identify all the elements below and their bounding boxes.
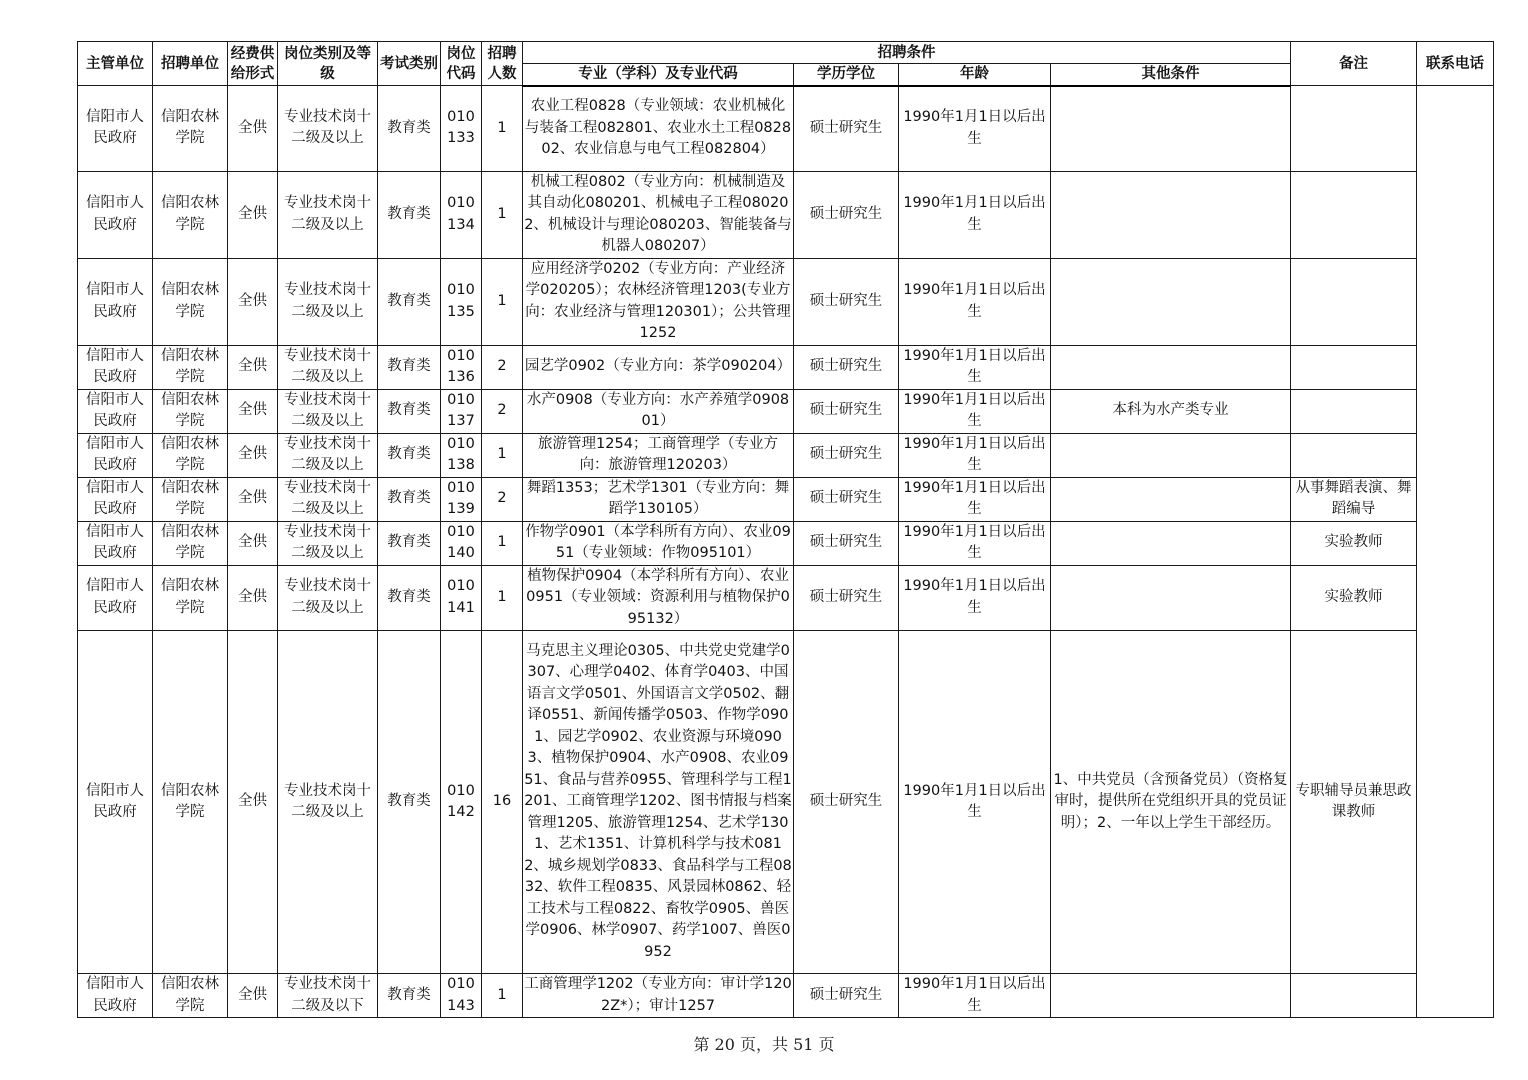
cell-employer: 信阳农林学院 <box>153 974 228 1018</box>
cell-exam-type: 教育类 <box>378 345 441 389</box>
cell-age: 1990年1月1日以后出生 <box>899 345 1051 389</box>
cell-exam-type: 教育类 <box>378 631 441 974</box>
cell-other <box>1051 258 1291 345</box>
cell-employer: 信阳农林学院 <box>153 631 228 974</box>
table-row <box>78 389 1494 433</box>
cell-degree: 硕士研究生 <box>794 389 899 433</box>
cell-employer: 信阳农林学院 <box>153 433 228 477</box>
cell-count: 1 <box>482 86 523 172</box>
cell-code: 010143 <box>441 974 482 1018</box>
cell-degree: 硕士研究生 <box>794 974 899 1018</box>
table-row <box>78 433 1494 477</box>
cell-supervisor: 信阳市人民政府 <box>78 86 153 172</box>
table-row <box>78 345 1494 389</box>
cell-code: 010137 <box>441 389 482 433</box>
cell-count: 1 <box>482 565 523 631</box>
cell-major: 舞蹈1353；艺术学1301（专业方向：舞蹈学130105） <box>523 477 794 521</box>
cell-funding: 全供 <box>228 477 278 521</box>
cell-exam-type: 教育类 <box>378 477 441 521</box>
cell-age: 1990年1月1日以后出生 <box>899 521 1051 565</box>
cell-age: 1990年1月1日以后出生 <box>899 389 1051 433</box>
cell-code: 010140 <box>441 521 482 565</box>
header-post-code: 岗位代码 <box>441 42 482 86</box>
cell-funding: 全供 <box>228 171 278 258</box>
cell-code: 010142 <box>441 631 482 974</box>
cell-count: 2 <box>482 345 523 389</box>
cell-remark <box>1291 345 1417 389</box>
table-row <box>78 631 1494 974</box>
cell-post-type: 专业技术岗十二级及以上 <box>278 521 378 565</box>
cell-code: 010139 <box>441 477 482 521</box>
cell-code: 010136 <box>441 345 482 389</box>
cell-supervisor: 信阳市人民政府 <box>78 433 153 477</box>
cell-post-type: 专业技术岗十二级及以上 <box>278 171 378 258</box>
header-funding: 经费供给形式 <box>228 42 278 86</box>
cell-employer: 信阳农林学院 <box>153 389 228 433</box>
cell-degree: 硕士研究生 <box>794 631 899 974</box>
cell-count: 1 <box>482 433 523 477</box>
cell-funding: 全供 <box>228 974 278 1018</box>
cell-supervisor: 信阳市人民政府 <box>78 345 153 389</box>
cell-other: 本科为水产类专业 <box>1051 389 1291 433</box>
cell-count: 1 <box>482 974 523 1018</box>
table-row <box>78 974 1494 1018</box>
cell-degree: 硕士研究生 <box>794 565 899 631</box>
table-row <box>78 258 1494 345</box>
cell-age: 1990年1月1日以后出生 <box>899 171 1051 258</box>
cell-count: 1 <box>482 258 523 345</box>
cell-supervisor: 信阳市人民政府 <box>78 565 153 631</box>
cell-remark: 从事舞蹈表演、舞蹈编导 <box>1291 477 1417 521</box>
cell-degree: 硕士研究生 <box>794 345 899 389</box>
cell-remark <box>1291 258 1417 345</box>
cell-post-type: 专业技术岗十二级及以上 <box>278 433 378 477</box>
page-footer <box>0 1032 1528 1055</box>
cell-age: 1990年1月1日以后出生 <box>899 631 1051 974</box>
table-row <box>78 477 1494 521</box>
cell-post-type: 专业技术岗十二级及以上 <box>278 565 378 631</box>
cell-count: 2 <box>482 389 523 433</box>
cell-other: 1、中共党员（含预备党员）（资格复审时，提供所在党组织开具的党员证明）；2、一年以上学生干部经历。 <box>1051 631 1291 974</box>
cell-funding: 全供 <box>228 345 278 389</box>
cell-degree: 硕士研究生 <box>794 477 899 521</box>
cell-code: 010134 <box>441 171 482 258</box>
cell-supervisor: 信阳市人民政府 <box>78 521 153 565</box>
cell-post-type: 专业技术岗十二级及以下 <box>278 974 378 1018</box>
header-exam-type: 考试类别 <box>378 42 441 86</box>
cell-other <box>1051 565 1291 631</box>
table-row <box>78 521 1494 565</box>
cell-exam-type: 教育类 <box>378 433 441 477</box>
cell-degree: 硕士研究生 <box>794 258 899 345</box>
header-major: 专业（学科）及专业代码 <box>523 64 794 86</box>
cell-employer: 信阳农林学院 <box>153 477 228 521</box>
cell-major: 应用经济学0202（专业方向：产业经济学020205）；农林经济管理1203(专业方向：农业经济与管理120301）；公共管理1252 <box>523 258 794 345</box>
cell-remark: 专职辅导员兼思政课教师 <box>1291 631 1417 974</box>
cell-code: 010135 <box>441 258 482 345</box>
cell-exam-type: 教育类 <box>378 521 441 565</box>
cell-other <box>1051 521 1291 565</box>
cell-exam-type: 教育类 <box>378 565 441 631</box>
cell-employer: 信阳农林学院 <box>153 565 228 631</box>
cell-remark <box>1291 433 1417 477</box>
cell-exam-type: 教育类 <box>378 258 441 345</box>
cell-major: 机械工程0802（专业方向：机械制造及其自动化080201、机械电子工程080202、机械设计与理论080203、智能装备与机器人080207） <box>523 171 794 258</box>
cell-post-type: 专业技术岗十二级及以上 <box>278 86 378 172</box>
cell-code: 010141 <box>441 565 482 631</box>
header-other: 其他条件 <box>1051 64 1291 86</box>
cell-other <box>1051 86 1291 172</box>
cell-post-type: 专业技术岗十二级及以上 <box>278 631 378 974</box>
cell-major: 旅游管理1254；工商管理学（专业方向：旅游管理120203） <box>523 433 794 477</box>
cell-remark: 实验教师 <box>1291 565 1417 631</box>
cell-supervisor: 信阳市人民政府 <box>78 477 153 521</box>
cell-remark <box>1291 86 1417 172</box>
table-body <box>78 86 1494 1018</box>
cell-major: 作物学0901（本学科所有方向）、农业0951（专业领域：作物095101） <box>523 521 794 565</box>
cell-exam-type: 教育类 <box>378 974 441 1018</box>
cell-other <box>1051 974 1291 1018</box>
cell-employer: 信阳农林学院 <box>153 345 228 389</box>
header-phone: 联系电话 <box>1417 42 1494 86</box>
cell-major: 水产0908（专业方向：水产养殖学090801） <box>523 389 794 433</box>
cell-other <box>1051 171 1291 258</box>
header-age: 年龄 <box>899 64 1051 86</box>
cell-funding: 全供 <box>228 631 278 974</box>
cell-age: 1990年1月1日以后出生 <box>899 477 1051 521</box>
cell-exam-type: 教育类 <box>378 171 441 258</box>
cell-count: 16 <box>482 631 523 974</box>
recruitment-table <box>77 41 1494 1018</box>
cell-age: 1990年1月1日以后出生 <box>899 86 1051 172</box>
cell-major: 农业工程0828（专业领域：农业机械化与装备工程082801、农业水土工程082802、农业信息与电气工程082804） <box>523 86 794 172</box>
cell-post-type: 专业技术岗十二级及以上 <box>278 477 378 521</box>
cell-major: 植物保护0904（本学科所有方向）、农业0951（专业领域：资源利用与植物保护095132） <box>523 565 794 631</box>
cell-phone <box>1417 86 1494 1018</box>
cell-exam-type: 教育类 <box>378 389 441 433</box>
cell-employer: 信阳农林学院 <box>153 521 228 565</box>
cell-employer: 信阳农林学院 <box>153 258 228 345</box>
header-supervisor: 主管单位 <box>78 42 153 86</box>
cell-age: 1990年1月1日以后出生 <box>899 433 1051 477</box>
cell-post-type: 专业技术岗十二级及以上 <box>278 389 378 433</box>
cell-code: 010138 <box>441 433 482 477</box>
header-conditions: 招聘条件 <box>523 42 1291 64</box>
header-remark: 备注 <box>1291 42 1417 86</box>
cell-age: 1990年1月1日以后出生 <box>899 565 1051 631</box>
header-post-type: 岗位类别及等级 <box>278 42 378 86</box>
cell-major: 工商管理学1202（专业方向：审计学1202Z*）；审计1257 <box>523 974 794 1018</box>
cell-post-type: 专业技术岗十二级及以上 <box>278 258 378 345</box>
cell-post-type: 专业技术岗十二级及以上 <box>278 345 378 389</box>
cell-funding: 全供 <box>228 565 278 631</box>
cell-count: 1 <box>482 171 523 258</box>
table-row <box>78 86 1494 172</box>
cell-supervisor: 信阳市人民政府 <box>78 171 153 258</box>
cell-degree: 硕士研究生 <box>794 433 899 477</box>
cell-employer: 信阳农林学院 <box>153 171 228 258</box>
cell-remark <box>1291 389 1417 433</box>
cell-supervisor: 信阳市人民政府 <box>78 631 153 974</box>
cell-funding: 全供 <box>228 258 278 345</box>
cell-funding: 全供 <box>228 433 278 477</box>
cell-major: 园艺学0902（专业方向：茶学090204） <box>523 345 794 389</box>
cell-supervisor: 信阳市人民政府 <box>78 974 153 1018</box>
cell-remark <box>1291 171 1417 258</box>
cell-supervisor: 信阳市人民政府 <box>78 258 153 345</box>
page-number: 第 20 页，共 51 页 <box>693 1035 835 1054</box>
cell-exam-type: 教育类 <box>378 86 441 172</box>
cell-code: 010133 <box>441 86 482 172</box>
cell-age: 1990年1月1日以后出生 <box>899 258 1051 345</box>
table-row <box>78 565 1494 631</box>
header-degree: 学历学位 <box>794 64 899 86</box>
cell-count: 2 <box>482 477 523 521</box>
table-row <box>78 171 1494 258</box>
cell-degree: 硕士研究生 <box>794 86 899 172</box>
cell-major: 马克思主义理论0305、中共党史党建学0307、心理学0402、体育学0403、中国语言文学0501、外国语言文学0502、翻译0551、新闻传播学0503、作物学0901、园艺学0902、农业资源与环境0903、植物保护0904、水产0908、农业0951、食品与营养0955、管理科学与工程1201、工商管理学1202、图书情报与档案管理1205、旅游管理1254、艺术学1301、艺术1351、计算机科学与技术0812、城乡规划学0833、食品科学与工程0832、软件工程0835、风景园林0862、轻工技术与工程0822、畜牧学0905、兽医学0906、林学0907、药学1007、兽医0952 <box>523 631 794 974</box>
cell-count: 1 <box>482 521 523 565</box>
cell-funding: 全供 <box>228 389 278 433</box>
header-hire-count: 招聘人数 <box>482 42 523 86</box>
header-employer: 招聘单位 <box>153 42 228 86</box>
cell-supervisor: 信阳市人民政府 <box>78 389 153 433</box>
cell-other <box>1051 345 1291 389</box>
cell-employer: 信阳农林学院 <box>153 86 228 172</box>
cell-remark: 实验教师 <box>1291 521 1417 565</box>
cell-funding: 全供 <box>228 521 278 565</box>
cell-other <box>1051 433 1291 477</box>
cell-degree: 硕士研究生 <box>794 521 899 565</box>
cell-funding: 全供 <box>228 86 278 172</box>
cell-remark <box>1291 974 1417 1018</box>
cell-degree: 硕士研究生 <box>794 171 899 258</box>
cell-age: 1990年1月1日以后出生 <box>899 974 1051 1018</box>
cell-other <box>1051 477 1291 521</box>
